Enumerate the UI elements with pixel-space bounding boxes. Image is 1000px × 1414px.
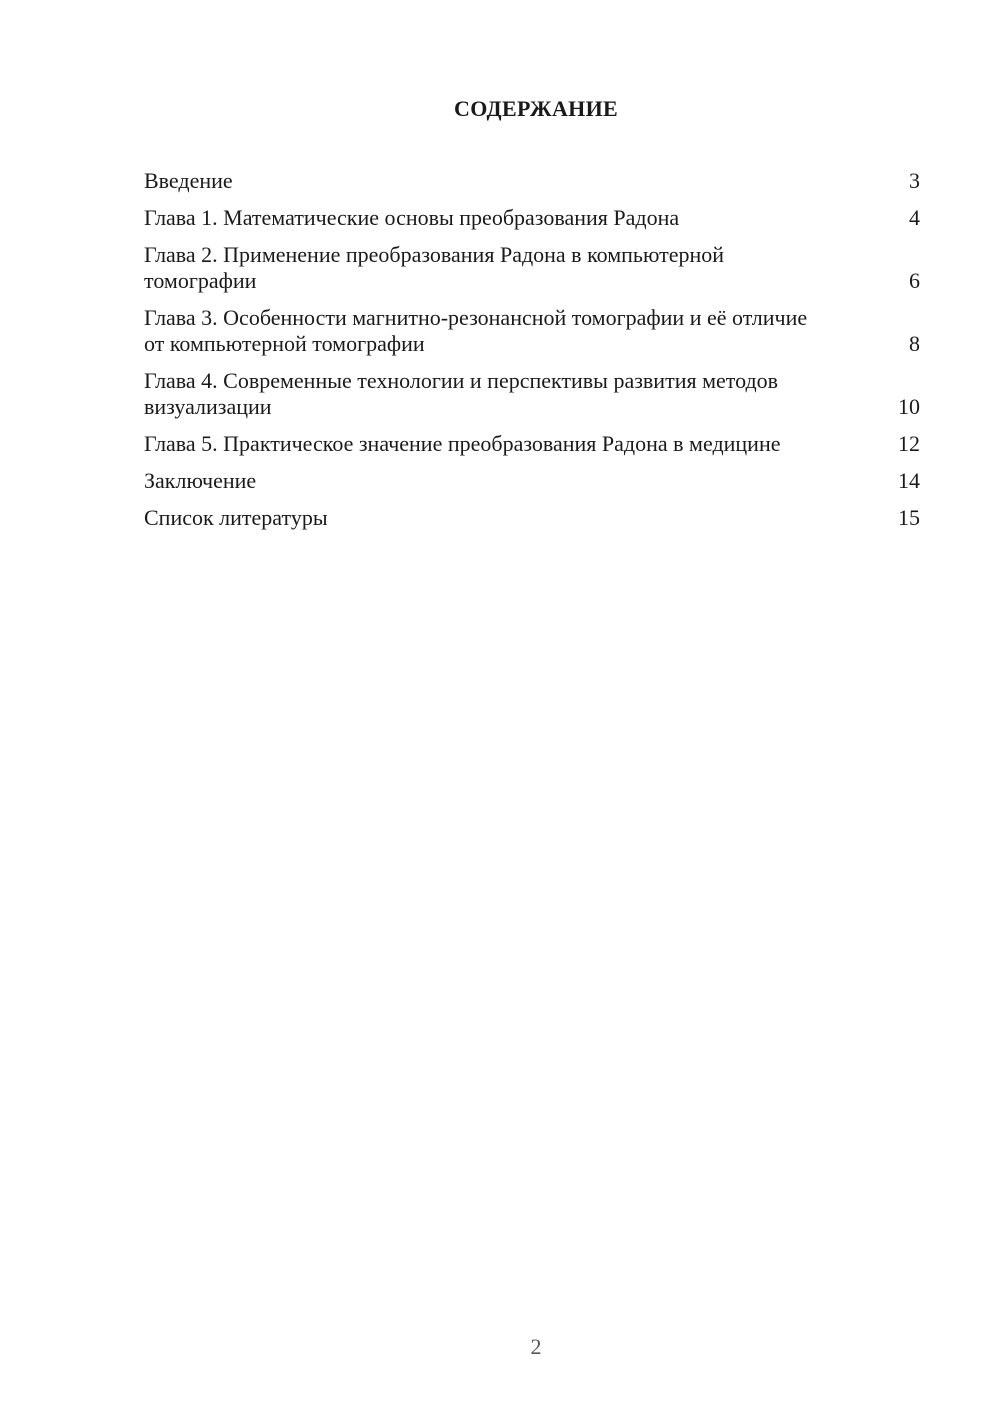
toc-entry-text: Глава 5. Практическое значение преобразования Радона в медицине xyxy=(144,431,781,456)
toc-entry-text: Заключение xyxy=(144,468,257,493)
toc-entry-text: Глава 2. Применение преобразования Радона в компьютерной томографии xyxy=(144,242,725,293)
toc-entry-page: 12 xyxy=(898,431,920,456)
toc-entry-chapter-1 xyxy=(144,205,920,231)
toc-entry-references xyxy=(144,505,920,531)
toc-entry-chapter-5 xyxy=(144,431,920,457)
toc-entry-chapter-2 xyxy=(144,242,920,294)
toc-entry-chapter-3 xyxy=(144,305,920,357)
toc-entry-page: 10 xyxy=(898,394,920,419)
toc-entry-text: Глава 1. Математические основы преобразования Радона xyxy=(144,205,680,230)
toc-entry-page: 3 xyxy=(909,168,920,193)
toc-entry-text: Введение xyxy=(144,168,233,193)
page-number: 2 xyxy=(530,1334,542,1359)
toc-entry-page: 15 xyxy=(898,505,920,530)
table-of-contents xyxy=(144,168,920,542)
toc-entry-conclusion xyxy=(144,468,920,494)
toc-entry-chapter-4 xyxy=(144,368,920,420)
toc-entry-page: 14 xyxy=(898,468,920,493)
toc-entry-page: 8 xyxy=(909,331,920,356)
toc-entry-introduction xyxy=(144,168,920,194)
toc-entry-text: Глава 3. Особенности магнитно-резонансной томографии и её отличие от компьютерной томографии xyxy=(144,305,808,356)
toc-entry-text: Список литературы xyxy=(144,505,328,530)
toc-entry-text: Глава 4. Современные технологии и перспективы развития методов визуализации xyxy=(144,368,779,419)
toc-title: СОДЕРЖАНИЕ xyxy=(454,96,618,121)
toc-entry-page: 4 xyxy=(909,205,920,230)
toc-entry-page: 6 xyxy=(909,268,920,293)
